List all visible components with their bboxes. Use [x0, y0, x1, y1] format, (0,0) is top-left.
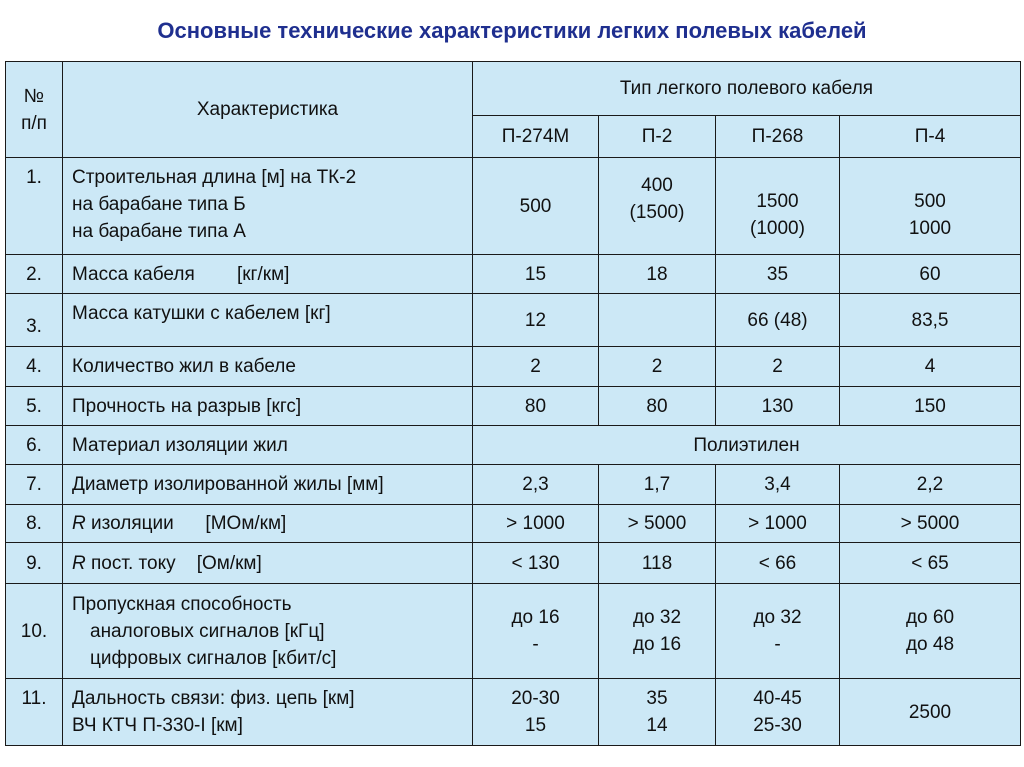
row-value: 2	[599, 347, 716, 387]
merged-value: Полиэтилен	[473, 426, 1021, 465]
header-type: П-268	[716, 116, 840, 158]
row-value: 500 1000	[840, 158, 1021, 255]
page-title: Основные технические характеристики легких полевых кабелей	[157, 18, 867, 43]
row-label: R пост. току [Ом/км]	[63, 543, 473, 584]
row-value: 400 (1500)	[599, 158, 716, 255]
table-row	[6, 347, 1021, 387]
table-row	[6, 426, 1021, 465]
row-value: > 1000	[473, 505, 599, 543]
row-value: 35	[716, 255, 840, 294]
row-value: 80	[599, 387, 716, 426]
row-value: 20-30 15	[473, 679, 599, 746]
row-value: 60	[840, 255, 1021, 294]
row-label: Масса катушки с кабелем [кг]	[63, 294, 473, 347]
row-label: Масса кабеля [кг/км]	[63, 255, 473, 294]
row-value: > 5000	[840, 505, 1021, 543]
row-value: до 32 -	[716, 584, 840, 679]
row-value	[599, 294, 716, 347]
cable-characteristics-table	[5, 61, 1021, 746]
table-row	[6, 294, 1021, 347]
row-label: R изоляции [МОм/км]	[63, 505, 473, 543]
table-row	[6, 679, 1021, 746]
row-num: 11.	[6, 679, 63, 746]
header-type: П-2	[599, 116, 716, 158]
table-row	[6, 505, 1021, 543]
row-value: 12	[473, 294, 599, 347]
table-row	[6, 465, 1021, 505]
row-value: 130	[716, 387, 840, 426]
row-num: 1.	[6, 158, 63, 255]
table-row	[6, 543, 1021, 584]
row-num: 4.	[6, 347, 63, 387]
row-num: 2.	[6, 255, 63, 294]
header-num: № п/п	[6, 62, 63, 158]
row-value: < 65	[840, 543, 1021, 584]
row-label: Прочность на разрыв [кгс]	[63, 387, 473, 426]
row-value: < 130	[473, 543, 599, 584]
row-value: < 66	[716, 543, 840, 584]
row-num: 3.	[6, 294, 63, 347]
row-label: Количество жил в кабеле	[63, 347, 473, 387]
row-value: > 1000	[716, 505, 840, 543]
row-num: 10.	[6, 584, 63, 679]
row-value: > 5000	[599, 505, 716, 543]
row-value: 35 14	[599, 679, 716, 746]
row-num: 5.	[6, 387, 63, 426]
header-characteristic: Характеристика	[63, 62, 473, 158]
row-value: 2,2	[840, 465, 1021, 505]
row-value: до 16 -	[473, 584, 599, 679]
row-value: 1500 (1000)	[716, 158, 840, 255]
header-type-group: Тип легкого полевого кабеля	[473, 62, 1021, 116]
row-value: 500	[473, 158, 599, 255]
row-num: 6.	[6, 426, 63, 465]
row-value: 1,7	[599, 465, 716, 505]
row-label: Дальность связи: физ. цепь [км] ВЧ КТЧ П-330-I [км]	[63, 679, 473, 746]
row-value: 2,3	[473, 465, 599, 505]
header-type: П-274М	[473, 116, 599, 158]
row-num: 8.	[6, 505, 63, 543]
table-row	[6, 387, 1021, 426]
row-label: Пропускная способность аналоговых сигналов [кГц] цифровых сигналов [кбит/с]	[63, 584, 473, 679]
row-label: Диаметр изолированной жилы [мм]	[63, 465, 473, 505]
table-row	[6, 584, 1021, 679]
row-value: 118	[599, 543, 716, 584]
row-value: до 60 до 48	[840, 584, 1021, 679]
row-value: 2500	[840, 679, 1021, 746]
row-value: 3,4	[716, 465, 840, 505]
row-value: до 32 до 16	[599, 584, 716, 679]
row-num: 9.	[6, 543, 63, 584]
row-value: 80	[473, 387, 599, 426]
row-value: 18	[599, 255, 716, 294]
row-value: 40-45 25-30	[716, 679, 840, 746]
row-value: 83,5	[840, 294, 1021, 347]
row-num: 7.	[6, 465, 63, 505]
row-value: 66 (48)	[716, 294, 840, 347]
row-value: 15	[473, 255, 599, 294]
row-value: 150	[840, 387, 1021, 426]
table-row	[6, 158, 1021, 255]
row-value: 4	[840, 347, 1021, 387]
table-row	[6, 255, 1021, 294]
row-value: 2	[473, 347, 599, 387]
row-label: Материал изоляции жил	[63, 426, 473, 465]
row-value: 2	[716, 347, 840, 387]
row-label: Строительная длина [м] на ТК-2 на барабане типа Б на барабане типа А	[63, 158, 473, 255]
header-type: П-4	[840, 116, 1021, 158]
